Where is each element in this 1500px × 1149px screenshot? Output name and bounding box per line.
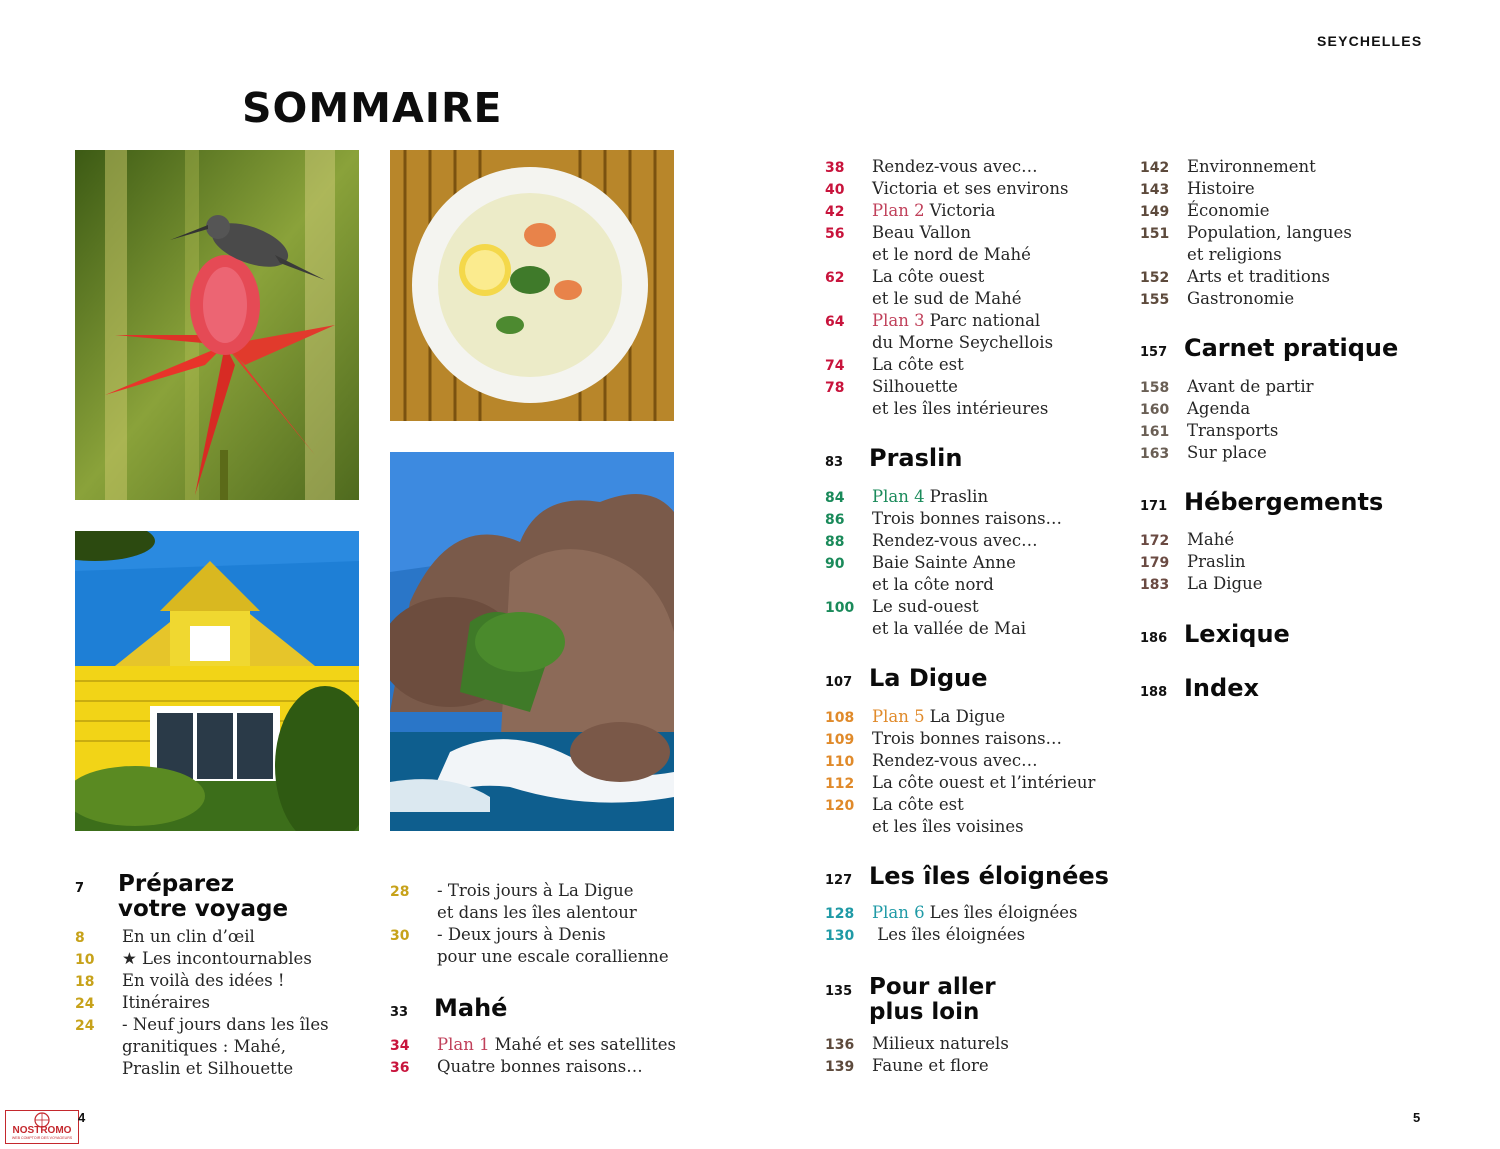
toc-itineraries-continued — [390, 880, 669, 968]
logo-wordmark: NOSTROMO — [12, 1125, 72, 1136]
toc-entry[interactable]: 120 La côte est — [825, 795, 964, 814]
toc-section-index — [1140, 676, 1259, 701]
toc-entry[interactable]: 38 Rendez-vous avec… — [825, 157, 1038, 176]
section-heading[interactable]: 33 Mahé — [390, 994, 508, 1022]
page-title: SOMMAIRE — [242, 84, 503, 132]
section-title-line2[interactable]: votre voyage — [118, 896, 289, 922]
toc-entry[interactable]: 86 Trois bonnes raisons… — [825, 509, 1063, 528]
section-heading[interactable]: 107 La Digue — [825, 664, 988, 692]
toc-section-praslin — [825, 446, 1062, 640]
right-page-number: 5 — [1413, 1110, 1421, 1125]
toc-entry-continuation: et la côte nord — [872, 575, 994, 594]
toc-entry[interactable]: 24 - Neuf jours dans les îles — [75, 1015, 329, 1034]
toc-entry-continuation: et le sud de Mahé — [872, 289, 1022, 308]
toc-entry[interactable]: 24 Itinéraires — [75, 993, 210, 1012]
toc-entry-continuation: et la vallée de Mai — [872, 619, 1027, 638]
toc-entry[interactable]: 56 Beau Vallon — [825, 223, 971, 242]
toc-entry[interactable]: 90 Baie Sainte Anne — [825, 553, 1016, 572]
yellow-house-photo — [75, 531, 359, 831]
section-heading[interactable]: 157 Carnet pratique — [1140, 334, 1399, 362]
toc-section-la-digue — [825, 666, 1095, 838]
toc-entry[interactable]: 34 Plan 1 Mahé et ses satellites — [390, 1035, 676, 1054]
toc-entry[interactable]: 136 Milieux naturels — [825, 1034, 1009, 1053]
section-heading[interactable]: 83 Praslin — [825, 444, 963, 472]
toc-entry[interactable]: 179 Praslin — [1140, 552, 1246, 571]
toc-entry[interactable]: 128 Plan 6 Les îles éloignées — [825, 903, 1078, 922]
toc-entry-continuation: Praslin et Silhouette — [122, 1059, 294, 1078]
toc-entry[interactable]: 42 Plan 2 Victoria — [825, 201, 996, 220]
soup-bowl-photo — [390, 150, 674, 421]
toc-entry[interactable]: 108 Plan 5 La Digue — [825, 707, 1006, 726]
toc-entry[interactable]: 112 La côte ouest et l’intérieur — [825, 773, 1096, 792]
section-heading[interactable]: 171 Hébergements — [1140, 488, 1384, 516]
logo-subtext: WEB COMPTOIR DES VOYAGEURS — [11, 1136, 73, 1140]
section-heading[interactable]: 188 Index — [1140, 674, 1259, 702]
toc-entry[interactable]: 130 Les îles éloignées — [825, 925, 1026, 944]
toc-entry[interactable]: 172 Mahé — [1140, 530, 1235, 549]
toc-entry[interactable]: 74 La côte est — [825, 355, 964, 374]
nostromo-logo — [5, 1110, 79, 1144]
toc-entry[interactable]: 142 Environnement — [1140, 157, 1316, 176]
toc-entry[interactable]: 8 En un clin d’œil — [75, 927, 255, 946]
toc-entry-continuation: du Morne Seychellois — [872, 333, 1054, 352]
running-header-country: SEYCHELLES — [1317, 33, 1423, 49]
toc-section-pour-aller-plus-loin — [825, 975, 1009, 1077]
toc-entry[interactable]: 36 Quatre bonnes raisons… — [390, 1057, 643, 1076]
section-heading[interactable]: 135 Pour aller plus loin — [825, 974, 996, 1025]
toc-pour-aller-plus-loin-continued — [1140, 156, 1352, 310]
granite-rocks-beach-photo — [390, 452, 674, 831]
toc-entry[interactable]: 149 Économie — [1140, 201, 1270, 220]
toc-entry[interactable]: 160 Agenda — [1140, 399, 1251, 418]
toc-entry[interactable]: 163 Sur place — [1140, 443, 1267, 462]
toc-entry[interactable]: 110 Rendez-vous avec… — [825, 751, 1038, 770]
toc-mahe-continued — [825, 156, 1068, 420]
toc-entry[interactable]: 64 Plan 3 Parc national — [825, 311, 1041, 330]
toc-entry[interactable]: 152 Arts et traditions — [1140, 267, 1330, 286]
toc-entry-continuation: et le nord de Mahé — [872, 245, 1031, 264]
toc-entry[interactable]: 161 Transports — [1140, 421, 1279, 440]
toc-entry-continuation: et les îles intérieures — [872, 399, 1049, 418]
toc-entry-continuation: et dans les îles alentour — [437, 903, 637, 922]
toc-entry[interactable]: 18 En voilà des idées ! — [75, 971, 285, 990]
toc-entry[interactable]: 10 ★ Les incontournables — [75, 949, 312, 968]
toc-section-mahe — [390, 996, 676, 1078]
section-heading[interactable]: 186 Lexique — [1140, 620, 1290, 648]
toc-entry[interactable]: 155 Gastronomie — [1140, 289, 1295, 308]
toc-entry[interactable]: 139 Faune et flore — [825, 1056, 989, 1075]
toc-section-preparez — [75, 872, 329, 1080]
section-heading[interactable]: 127 Les îles éloignées — [825, 862, 1109, 890]
toc-section-iles-eloignees — [825, 864, 1109, 946]
toc-entry[interactable]: 62 La côte ouest — [825, 267, 985, 286]
toc-entry[interactable]: 84 Plan 4 Praslin — [825, 487, 989, 506]
toc-entry-continuation: et religions — [1187, 245, 1282, 264]
toc-section-lexique — [1140, 622, 1290, 647]
toc-entry[interactable]: 158 Avant de partir — [1140, 377, 1314, 396]
toc-entry[interactable]: 88 Rendez-vous avec… — [825, 531, 1038, 550]
toc-entry[interactable]: 109 Trois bonnes raisons… — [825, 729, 1063, 748]
toc-entry[interactable]: 100 Le sud-ouest — [825, 597, 979, 616]
toc-entry[interactable]: 28 - Trois jours à La Digue — [390, 881, 634, 900]
bird-on-flower-photo — [75, 150, 359, 500]
section-page-number[interactable]: 7 — [75, 881, 85, 896]
toc-entry-continuation: granitiques : Mahé, — [122, 1037, 286, 1056]
toc-section-hebergements — [1140, 490, 1383, 595]
toc-entry[interactable]: 30 - Deux jours à Denis — [390, 925, 606, 944]
toc-entry[interactable]: 40 Victoria et ses environs — [825, 179, 1069, 198]
toc-entry[interactable]: 143 Histoire — [1140, 179, 1255, 198]
left-page-number: 4 — [78, 1110, 86, 1125]
toc-entry[interactable]: 183 La Digue — [1140, 574, 1263, 593]
toc-section-carnet-pratique — [1140, 336, 1398, 464]
toc-entry-continuation: pour une escale corallienne — [437, 947, 669, 966]
section-title-line1[interactable]: Préparez — [118, 871, 235, 897]
toc-entry[interactable]: 151 Population, langues — [1140, 223, 1352, 242]
toc-entry-continuation: et les îles voisines — [872, 817, 1024, 836]
toc-entry[interactable]: 78 Silhouette — [825, 377, 958, 396]
